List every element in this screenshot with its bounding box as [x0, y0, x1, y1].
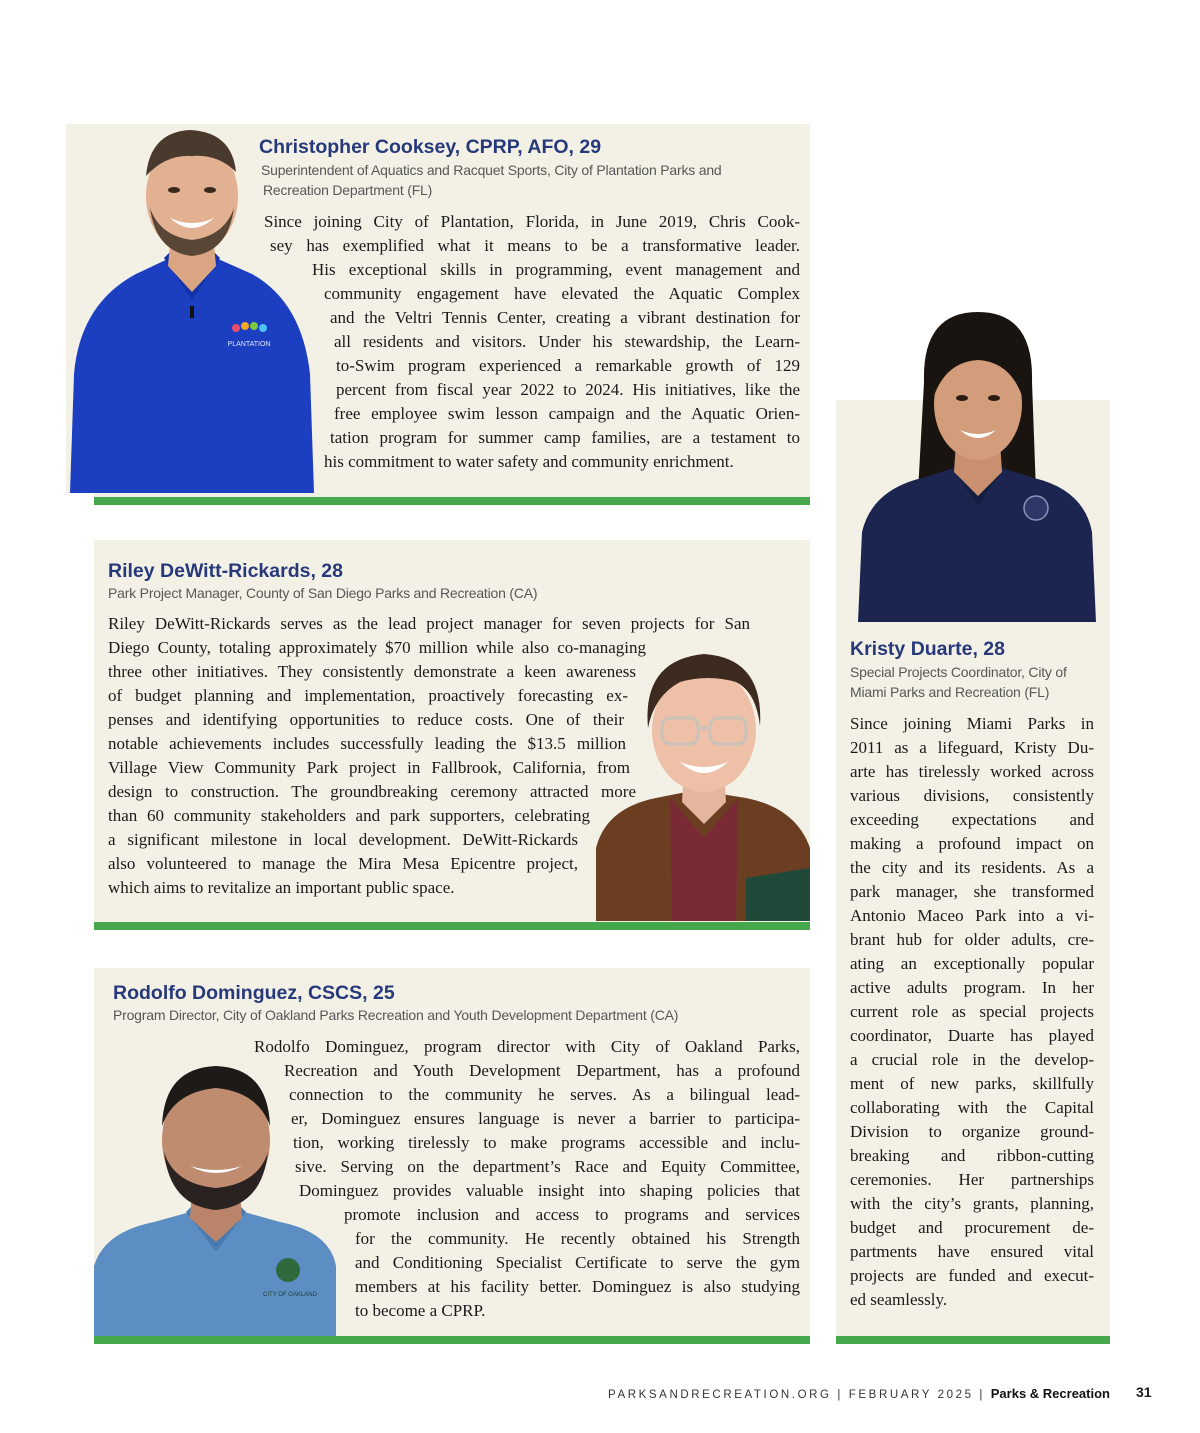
card-accent-bar [94, 497, 810, 505]
shirt-logo-text: CITY OF OAKLAND [263, 1292, 317, 1298]
profile-role-line: Program Director, City of Oakland Parks Recreation and Youth Development Department (CA) [113, 1007, 679, 1023]
bio-line: making a profound impact on [850, 834, 1094, 853]
bio-line: members at his facility better. Dominguez is also studying [355, 1277, 800, 1296]
bio-line: to-Swim program experienced a remarkable growth of 129 [336, 356, 800, 375]
bio-line: Division to organize ground- [850, 1122, 1094, 1141]
profile-role-line: Superintendent of Aquatics and Racquet Sports, City of Plantation Parks and [261, 162, 722, 178]
bio-line: a significant milestone in local development. DeWitt-Rickards [108, 830, 578, 849]
bio-line: and the Veltri Tennis Center, creating a vibrant destination for [330, 308, 800, 327]
page-number: 31 [1136, 1384, 1152, 1400]
bio-line: Rodolfo Dominguez, program director with City of Oakland Parks, [254, 1037, 800, 1056]
bio-line: and Conditioning Specialist Certificate to serve the gym [355, 1253, 800, 1272]
bio-line: current role as special projects [850, 1002, 1094, 1021]
footer-magazine-title: Parks & Recreation [990, 1386, 1110, 1401]
bio-line: sive. Serving on the department’s Race and Equity Committee, [295, 1157, 800, 1176]
card-accent-bar [836, 1336, 1110, 1344]
bio-line: three other initiatives. They consistently demonstrate a keen awareness [108, 662, 636, 681]
bio-line: Village View Community Park project in Fallbrook, California, from [108, 758, 630, 777]
footer-separator: | [837, 1389, 843, 1401]
bio-line: to become a CPRP. [355, 1301, 486, 1320]
bio-line: percent from fiscal year 2022 to 2024. His initiatives, like the [336, 380, 800, 399]
bio-line: active adults program. In her [850, 978, 1094, 997]
bio-line: ed seamlessly. [850, 1290, 948, 1309]
bio-line: sey has exemplified what it means to be a transformative leader. [270, 236, 800, 255]
bio-line: penses and identifying opportunities to reduce costs. One of their [108, 710, 624, 729]
bio-line: a crucial role in the develop- [850, 1050, 1094, 1069]
profile-role-line: Recreation Department (FL) [263, 182, 433, 198]
profile-name: Christopher Cooksey, CPRP, AFO, 29 [259, 136, 602, 158]
profile-role-line: Special Projects Coordinator, City of [850, 664, 1067, 680]
bio-line: his commitment to water safety and community enrichment. [324, 452, 734, 471]
bio-line: brant hub for older adults, cre- [850, 930, 1094, 949]
page-footer [600, 1386, 1110, 1401]
bio-line: ating an exceptionally popular [850, 954, 1094, 973]
bio-line: also volunteered to manage the Mira Mesa Epicentre project, [108, 854, 578, 873]
bio-line: coordinator, Duarte has played [850, 1026, 1094, 1045]
bio-line: budget and procurement de- [850, 1218, 1094, 1237]
bio-line: with the city’s grants, planning, [850, 1194, 1094, 1213]
bio-line: collaborating with the Capital [850, 1098, 1094, 1117]
bio-line: tation program for summer camp families, are a testament to [330, 428, 800, 447]
bio-line: of budget planning and implementation, proactively forecasting ex- [108, 686, 628, 705]
bio-line: Since joining City of Plantation, Florida, in June 2019, Chris Cook- [264, 212, 800, 231]
footer-site: PARKSANDRECREATION.ORG [608, 1389, 832, 1401]
bio-line: design to construction. The groundbreaking ceremony attracted more [108, 782, 636, 801]
bio-line: Dominguez provides valuable insight into shaping policies that [299, 1181, 800, 1200]
bio-line: than 60 community stakeholders and park supporters, celebrating [108, 806, 590, 825]
card-accent-bar [94, 922, 810, 930]
card-accent-bar [94, 1336, 810, 1344]
footer-date: FEBRUARY 2025 [848, 1389, 974, 1401]
bio-line: all residents and visitors. Under his stewardship, the Learn- [334, 332, 800, 351]
bio-line: promote inclusion and access to programs and services [344, 1205, 800, 1224]
bio-line: various divisions, consistently [850, 786, 1094, 805]
bio-line: Antonio Maceo Park into a vi- [850, 906, 1094, 925]
bio-line: arte has tirelessly worked across [850, 762, 1094, 781]
bio-line: park manager, she transformed [850, 882, 1094, 901]
profile-role-line: Miami Parks and Recreation (FL) [850, 684, 1050, 700]
bio-line: Since joining Miami Parks in [850, 714, 1094, 733]
bio-line: partments have ensured vital [850, 1242, 1094, 1261]
bio-line: Recreation and Youth Development Department, has a profound [284, 1061, 800, 1080]
bio-line: exceeding expectations and [850, 810, 1094, 829]
profile-name: Kristy Duarte, 28 [850, 638, 1005, 660]
bio-line: Riley DeWitt-Rickards serves as the lead project manager for seven projects for San [108, 614, 750, 633]
bio-line: His exceptional skills in programming, event management and [312, 260, 800, 279]
bio-line: Diego County, totaling approximately $70 million while also co-managing [108, 638, 646, 657]
bio-line: notable achievements includes successfully leading the $13.5 million [108, 734, 626, 753]
profile-role-line: Park Project Manager, County of San Diego Parks and Recreation (CA) [108, 585, 538, 601]
profile-name: Riley DeWitt-Rickards, 28 [108, 560, 343, 582]
photo-kristy-duarte [852, 312, 1102, 622]
bio-line: connection to the community he serves. As a bilingual lead- [289, 1085, 800, 1104]
profile-name: Rodolfo Dominguez, CSCS, 25 [113, 982, 395, 1004]
shirt-logo-text: PLANTATION [227, 341, 271, 348]
footer-separator: | [979, 1389, 985, 1401]
bio-line: ment of new parks, skillfully [850, 1074, 1094, 1093]
bio-line: projects are funded and execut- [850, 1266, 1094, 1285]
bio-line: free employee swim lesson campaign and the Aquatic Orien- [334, 404, 800, 423]
bio-line: ceremonies. Her partnerships [850, 1170, 1094, 1189]
bio-line: er, Dominguez ensures language is never a barrier to participa- [291, 1109, 800, 1128]
bio-line: which aims to revitalize an important public space. [108, 878, 455, 897]
bio-line: tion, working tirelessly to make programs accessible and inclu- [293, 1133, 800, 1152]
bio-line: 2011 as a lifeguard, Kristy Du- [850, 738, 1094, 757]
bio-line: breaking and ribbon-cutting [850, 1146, 1094, 1165]
bio-line: the city and its residents. As a [850, 858, 1094, 877]
bio-line: for the community. He recently obtained his Strength [355, 1229, 800, 1248]
bio-line: community engagement have elevated the Aquatic Complex [324, 284, 800, 303]
